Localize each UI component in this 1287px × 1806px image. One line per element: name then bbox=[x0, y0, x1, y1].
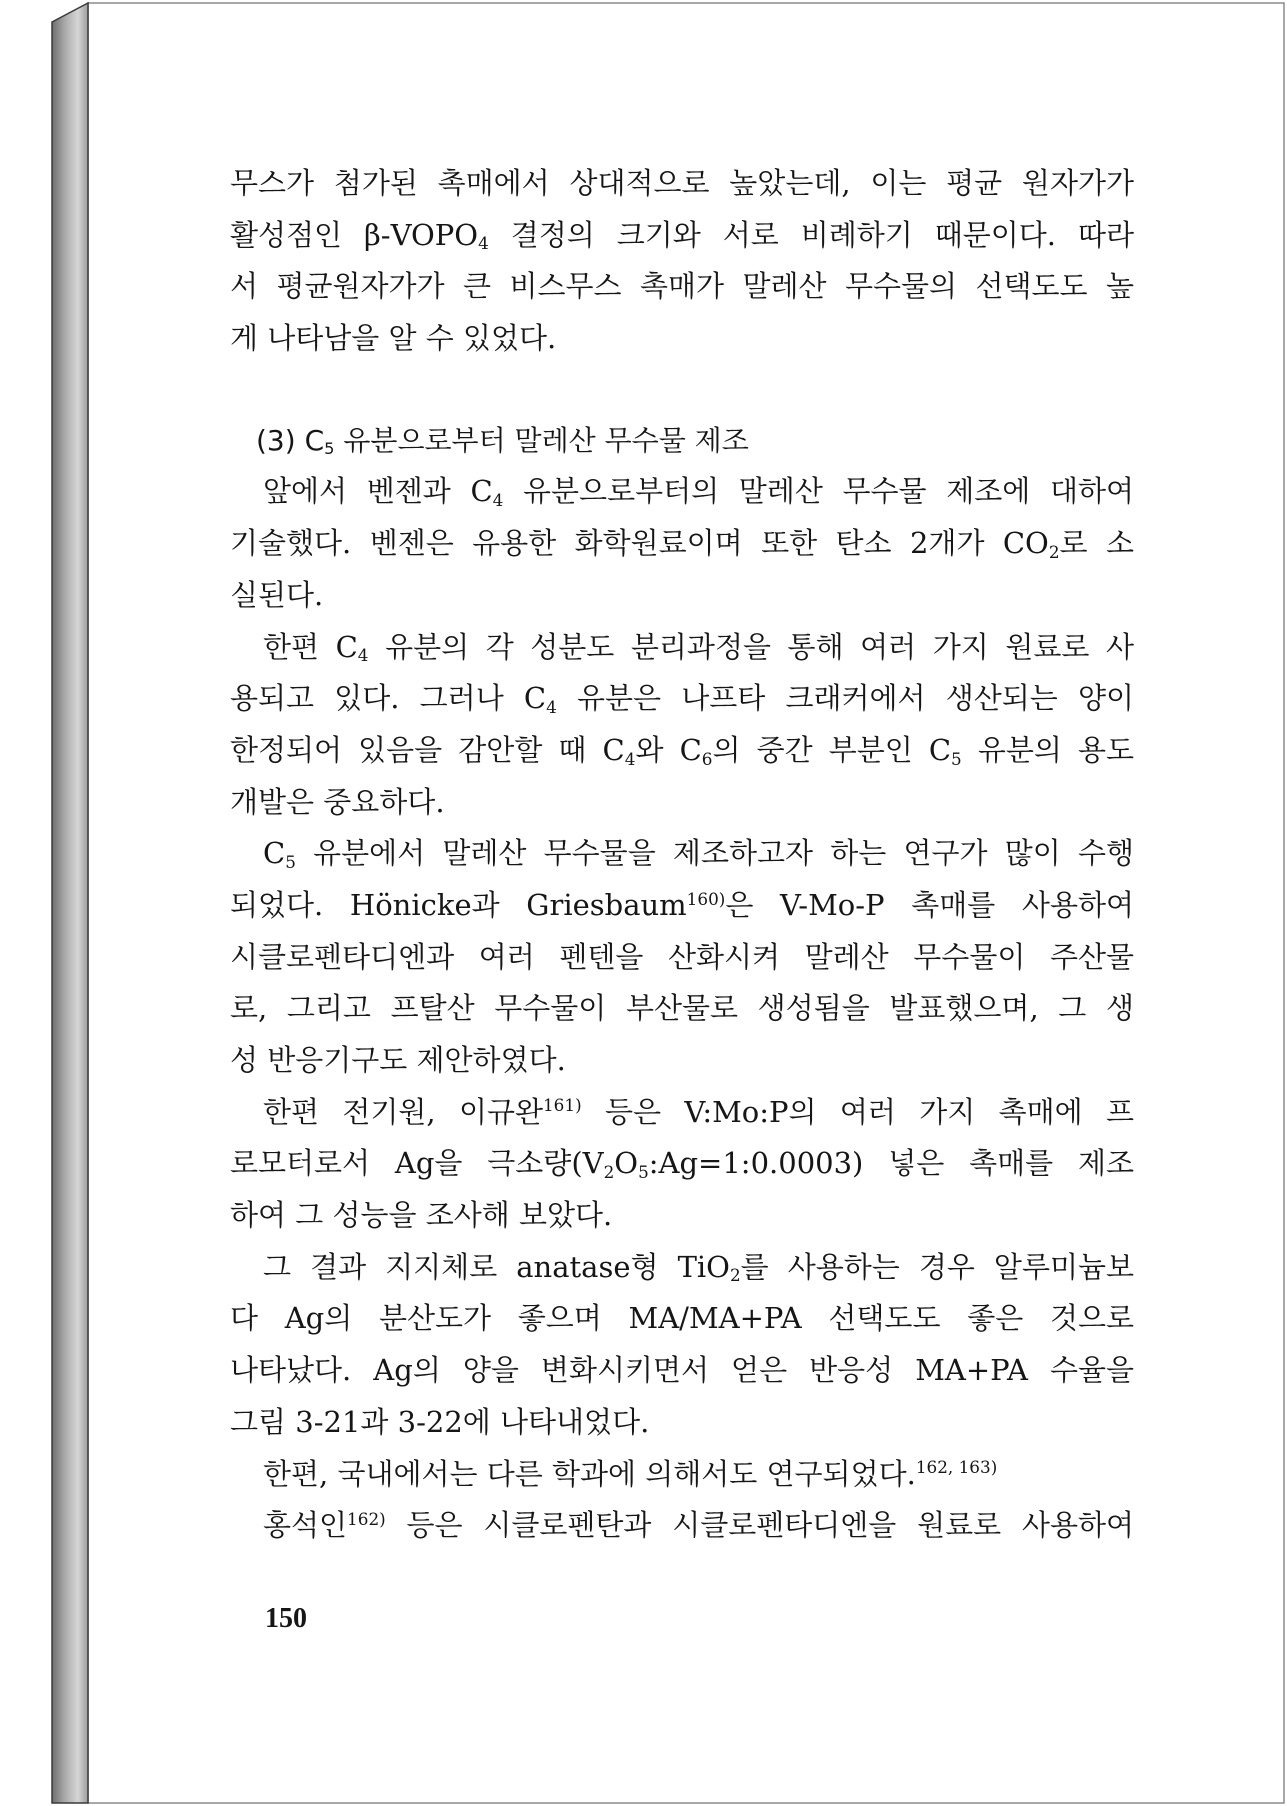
text-segment: 한편 전기원, 이규완 bbox=[263, 1094, 543, 1129]
subscript: 5 bbox=[324, 439, 335, 459]
text-segment: 유분의 각 성분도 분리과정을 통해 여러 가지 원료로 사 bbox=[368, 629, 1134, 664]
text-segment: 한편 C bbox=[263, 629, 358, 664]
text-line bbox=[230, 673, 1134, 725]
subscript: 5 bbox=[951, 748, 962, 769]
text-segment: 로 소 bbox=[1059, 526, 1134, 561]
subscript: 4 bbox=[624, 748, 636, 769]
text-segment: 유분으로부터 말레산 무수물 제조 bbox=[334, 423, 749, 457]
text-segment: 등은 V:Mo:P의 여러 가지 촉매에 프 bbox=[581, 1094, 1134, 1129]
text-segment: (3) C bbox=[256, 423, 325, 457]
text-line bbox=[230, 1449, 1134, 1501]
text-line bbox=[230, 725, 1134, 777]
citation-superscript: 162) bbox=[347, 1508, 386, 1529]
page-stack-edge bbox=[52, 3, 88, 1803]
subscript: 6 bbox=[701, 748, 713, 769]
text-line: 나타났다. Ag의 양을 변화시키면서 얻은 반응성 MA+PA 수율을 bbox=[230, 1353, 1134, 1388]
text-line: 그림 3-21과 3-22에 나타내었다. bbox=[230, 1404, 650, 1439]
text-line bbox=[230, 210, 1134, 262]
body-text bbox=[230, 158, 1134, 1552]
text-segment: 결정의 크기와 서로 비례하기 때문이다. 따라 bbox=[488, 217, 1134, 252]
text-line bbox=[230, 880, 1134, 932]
text-line: 게 나타남을 알 수 있었다. bbox=[230, 321, 557, 356]
text-segment: :Ag=1:0.0003) 넣은 촉매를 제조 bbox=[648, 1146, 1135, 1181]
text-line bbox=[230, 1500, 1134, 1552]
text-segment: 등은 시클로펜탄과 시클로펜타디엔을 원료로 사용하여 bbox=[385, 1508, 1134, 1543]
text-segment: 기술했다. 벤젠은 유용한 화학원료이며 또한 탄소 2개가 CO bbox=[230, 526, 1049, 561]
text-line bbox=[230, 1138, 1134, 1190]
text-line bbox=[230, 1087, 1134, 1139]
text-line bbox=[230, 1242, 1134, 1294]
text-segment: 은 V-Mo-P 촉매를 사용하여 bbox=[725, 887, 1134, 922]
text-line bbox=[230, 622, 1134, 674]
subscript: 2 bbox=[729, 1265, 741, 1286]
subscript: 4 bbox=[492, 490, 504, 511]
text-line: 개발은 중요하다. bbox=[230, 784, 445, 819]
text-line bbox=[230, 466, 1134, 518]
text-line: 로, 그리고 프탈산 무수물이 부산물로 생성됨을 발표했으며, 그 생 bbox=[230, 991, 1134, 1026]
text-segment: 로모터로서 Ag을 극소량(V bbox=[230, 1146, 604, 1181]
subscript: 5 bbox=[285, 851, 296, 872]
text-line: 하여 그 성능을 조사해 보았다. bbox=[230, 1198, 613, 1233]
text-segment: 유분은 나프타 크래커에서 생산되는 양이 bbox=[556, 681, 1134, 716]
citation-superscript: 161) bbox=[542, 1095, 582, 1116]
text-segment: 와 C bbox=[635, 732, 702, 767]
text-segment: 활성점인 β-VOPO bbox=[230, 217, 479, 252]
citation-superscript: 160) bbox=[686, 888, 726, 909]
subscript: 4 bbox=[357, 645, 369, 666]
text-segment: 그 결과 지지체로 anatase형 TiO bbox=[263, 1249, 730, 1284]
text-line: 서 평균원자가가 큰 비스무스 촉매가 말레산 무수물의 선택도도 높 bbox=[230, 269, 1134, 304]
text-segment: 를 사용하는 경우 알루미늄보 bbox=[740, 1249, 1134, 1284]
text-segment: 홍석인 bbox=[263, 1508, 348, 1543]
section-heading bbox=[230, 415, 1134, 467]
subscript: 4 bbox=[546, 696, 557, 717]
text-line: 실된다. bbox=[230, 577, 324, 612]
subscript: 2 bbox=[603, 1162, 615, 1183]
text-line: 성 반응기구도 제안하였다. bbox=[230, 1043, 566, 1077]
subscript: 2 bbox=[1048, 541, 1060, 562]
text-segment: 유분의 용도 bbox=[961, 732, 1135, 767]
text-line: 시클로펜타디엔과 여러 펜텐을 산화시켜 말레산 무수물이 주산물 bbox=[230, 939, 1134, 974]
text-segment: 되었다. Hönicke과 Griesbaum bbox=[230, 887, 687, 922]
subscript: 4 bbox=[478, 233, 489, 254]
text-line: 다 Ag의 분산도가 좋으며 MA/MA+PA 선택도도 좋은 것으로 bbox=[230, 1301, 1134, 1336]
text-segment: C bbox=[263, 836, 286, 871]
text-line bbox=[230, 518, 1134, 570]
page-number: 150 bbox=[265, 1603, 307, 1634]
text-line: 무스가 첨가된 촉매에서 상대적으로 높았는데, 이는 평균 원자가가 bbox=[230, 166, 1134, 200]
text-segment: 유분으로부터의 말레산 무수물 제조에 대하여 bbox=[503, 474, 1135, 509]
text-segment: 앞에서 벤젠과 C bbox=[263, 474, 493, 509]
text-segment: 용되고 있다. 그러나 C bbox=[230, 681, 547, 716]
citation-superscript: 162, 163) bbox=[915, 1457, 998, 1478]
text-segment: 유분에서 말레산 무수물을 제조하고자 하는 연구가 많이 수행 bbox=[295, 836, 1134, 871]
text-segment: 의 중간 부분인 C bbox=[712, 732, 952, 767]
text-line bbox=[230, 828, 1134, 880]
text-segment: 한편, 국내에서는 다른 학과에 의해서도 연구되었다. bbox=[263, 1456, 916, 1491]
text-segment: O bbox=[614, 1146, 639, 1181]
subscript: 5 bbox=[638, 1162, 649, 1183]
text-segment: 한정되어 있음을 감안할 때 C bbox=[230, 732, 625, 767]
